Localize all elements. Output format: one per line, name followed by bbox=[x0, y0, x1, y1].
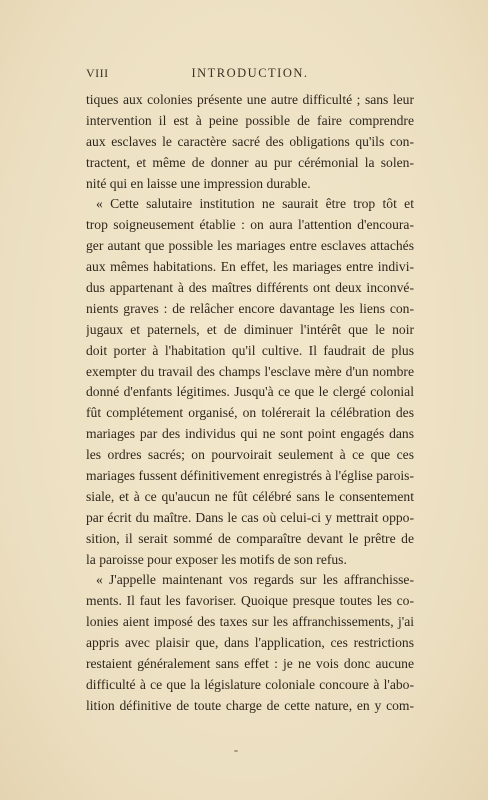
text-line: exempter du travail des champs l'esclave mère d'un nombre bbox=[86, 363, 414, 379]
text-line: trop soigneusement établie : on aura l'attention d'encoura- bbox=[86, 217, 414, 233]
paper-mark bbox=[234, 750, 238, 752]
text-line: aux mêmes habitations. En effet, les mariages entre indivi- bbox=[86, 259, 414, 275]
text-line: aux esclaves le caractère sacré des obligations qu'ils con- bbox=[86, 133, 414, 149]
text-line: mariages fussent définitivement enregistrés à l'église parois- bbox=[86, 468, 414, 484]
text-line: sition, il serait sommé de comparaître devant le prêtre de bbox=[86, 530, 414, 546]
text-line: difficulté à ce que la législature coloniale concoure à l'abo- bbox=[86, 676, 414, 692]
text-line: intervention il est à peine possible de faire comprendre bbox=[86, 112, 414, 128]
running-title: INTRODUCTION. bbox=[191, 66, 309, 80]
text-line: fût complétement organisé, on tolérerait la célébration des bbox=[86, 405, 414, 421]
text-line: restaient généralement sans effet : je ne vois donc aucune bbox=[86, 656, 414, 672]
text-line: tiques aux colonies présente une autre difficulté ; sans leur bbox=[86, 92, 414, 107]
text-line: les ordres sacrés; on pourvoirait seulement à ce que ces bbox=[86, 447, 414, 463]
text-line: tractent, et même de donner au pur cérémonial la solen- bbox=[86, 154, 414, 170]
page-number: VIII bbox=[86, 66, 109, 80]
text-line: nité qui en laisse une impression durable. bbox=[86, 175, 311, 191]
text-line: par écrit du maître. Dans le cas où celui-ci y mettrait oppo- bbox=[86, 509, 414, 525]
text-line: dus appartenant à des maîtres différents ont deux inconvé- bbox=[86, 280, 414, 296]
text-line: ments. Il faut les favoriser. Quoique presque toutes les co- bbox=[86, 593, 414, 609]
text-line: nients graves : de relâcher encore davantage les liens con- bbox=[86, 300, 414, 316]
text-line: mariages par des individus qui ne sont point engagés dans bbox=[86, 426, 414, 442]
text-line: ger autant que possible les mariages entre esclaves attachés bbox=[86, 238, 414, 254]
text-line: lition définitive de toute charge de cette nature, en y com- bbox=[86, 697, 414, 713]
body-text bbox=[86, 90, 414, 717]
text-line: « Cette salutaire institution ne saurait être trop tôt et bbox=[96, 196, 414, 212]
text-line: jugaux et paternels, et de diminuer l'intérêt que le noir bbox=[86, 321, 414, 337]
text-line: la paroisse pour exposer les motifs de son refus. bbox=[86, 551, 347, 567]
text-line: doit porter à l'habitation qu'il cultive. Il faudrait de plus bbox=[86, 342, 414, 358]
text-line: donné d'enfants légitimes. Jusqu'à ce que le clergé colonial bbox=[86, 384, 414, 400]
text-line: lonies aient imposé des taxes sur les affranchissements, j'ai bbox=[86, 614, 414, 630]
text-line: siale, et à ce qu'aucun ne fût célébré sans le consentement bbox=[86, 488, 414, 504]
text-line: « J'appelle maintenant vos regards sur les affranchisse- bbox=[96, 572, 414, 588]
text-line: appris avec plaisir que, dans l'application, ces restrictions bbox=[86, 635, 414, 651]
page-header bbox=[86, 66, 414, 84]
